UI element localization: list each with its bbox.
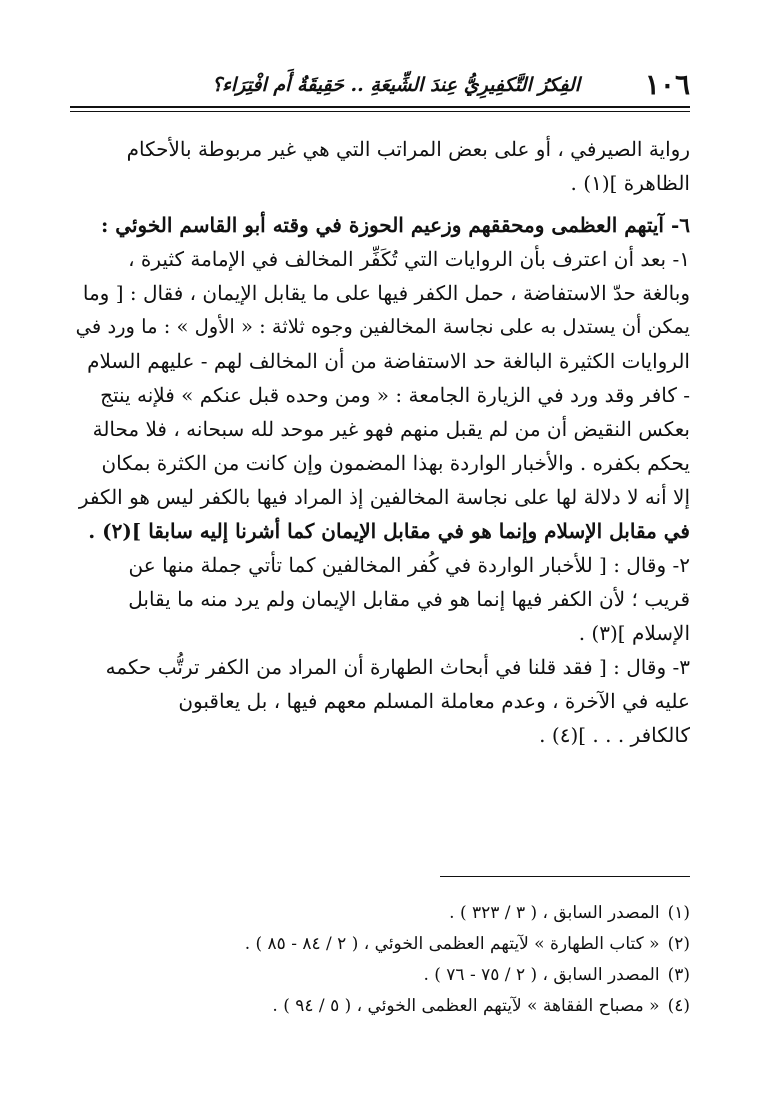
text-line: يحكم بكفره . والأخبار الواردة بهذا المضمون وإن كانت من الكثرة بمكان xyxy=(101,451,690,475)
footnote xyxy=(70,929,690,960)
footnote xyxy=(70,991,690,1022)
header-rule-thick xyxy=(70,106,690,108)
text-line: الإسلام ](٣) . xyxy=(578,621,690,645)
footnote xyxy=(70,898,690,929)
footnote xyxy=(70,960,690,991)
footnote-text: « مصباح الفقاهة » لآيتهم العظمى الخوئي ، ( ٥ / ٩٤ ) . xyxy=(272,996,660,1016)
text-line: - كافر وقد ورد في الزيارة الجامعة : « ومن وحده قبل عنكم » فلإنه ينتج xyxy=(100,383,690,407)
text-line: في مقابل الإسلام وإنما هو في مقابل الإيمان كما أشرنا إليه سابقا ](٢) . xyxy=(88,519,690,543)
footnotes xyxy=(70,898,690,1022)
footnote-number: (١) xyxy=(667,903,690,923)
footnote-text: المصدر السابق ، ( ٢ / ٧٥ - ٧٦ ) . xyxy=(423,965,660,985)
text-line: قريب ؛ لأن الكفر فيها إنما هو في مقابل الإيمان ولم يرد منه ما يقابل xyxy=(128,587,690,611)
footnote-number: (٢) xyxy=(667,934,690,954)
text-line: عليه في الآخرة ، وعدم معاملة المسلم معهم فيها ، بل يعاقبون xyxy=(178,689,690,713)
footnote-text: « كتاب الطهارة » لآيتهم العظمى الخوئي ، ( ٢ / ٨٤ - ٨٥ ) . xyxy=(244,934,660,954)
text-line: الظاهرة ](١) . xyxy=(570,171,690,195)
text-line: إلا أنه لا دلالة لها على نجاسة المخالفين إذ المراد فيها بالكفر ليس هو الكفر xyxy=(78,485,690,509)
footnote-separator xyxy=(440,876,690,877)
text-line: ٣- وقال : [ فقد قلنا في أبحاث الطهارة أن المراد من الكفر ترتُّب حكمه xyxy=(105,655,690,679)
text-line: ١- بعد أن اعترف بأن الروايات التي تُكَفِّر المخالف في الإمامة كثيرة ، xyxy=(128,247,690,271)
main-text xyxy=(70,132,690,752)
text-line: ٢- وقال : [ للأخبار الواردة في كُفر المخالفين كما تأتي جملة منها عن xyxy=(128,553,690,577)
text-line: الروايات الكثيرة البالغة حد الاستفاضة من أن المخالف لهم - عليهم السلام xyxy=(87,349,690,373)
page-number: ١٠٦ xyxy=(644,68,690,101)
footnote-text: المصدر السابق ، ( ٣ / ٣٢٣ ) . xyxy=(449,903,660,923)
text-line: وبالغة حدّ الاستفاضة ، حمل الكفر فيها على ما يقابل الإيمان ، فقال : [ وما xyxy=(82,281,690,305)
header-rule-thin xyxy=(70,111,690,112)
text-line: ٦- آيتهم العظمى ومحققهم وزعيم الحوزة في وقته أبو القاسم الخوئي : xyxy=(100,213,690,237)
running-title: الفِكرُ التَّكفِيرِيُّ عِندَ الشِّيعَةِ .. حَقِيقَةٌ أَم افْتِرَاء؟ xyxy=(211,74,580,96)
footnote-number: (٤) xyxy=(667,996,690,1016)
text-line: يمكن أن يستدل به على نجاسة المخالفين وجوه ثلاثة : « الأول » : ما ورد في xyxy=(75,315,690,338)
text-line: كالكافر . . . ](٤) . xyxy=(539,723,690,747)
text-line: رواية الصيرفي ، أو على بعض المراتب التي هي غير مربوطة بالأحكام xyxy=(126,137,690,161)
footnote-number: (٣) xyxy=(667,965,690,985)
page-header xyxy=(70,70,690,106)
text-line: بعكس النقيض أن من لم يقبل منهم فهو غير موحد لله سبحانه ، فلا محالة xyxy=(92,417,690,441)
